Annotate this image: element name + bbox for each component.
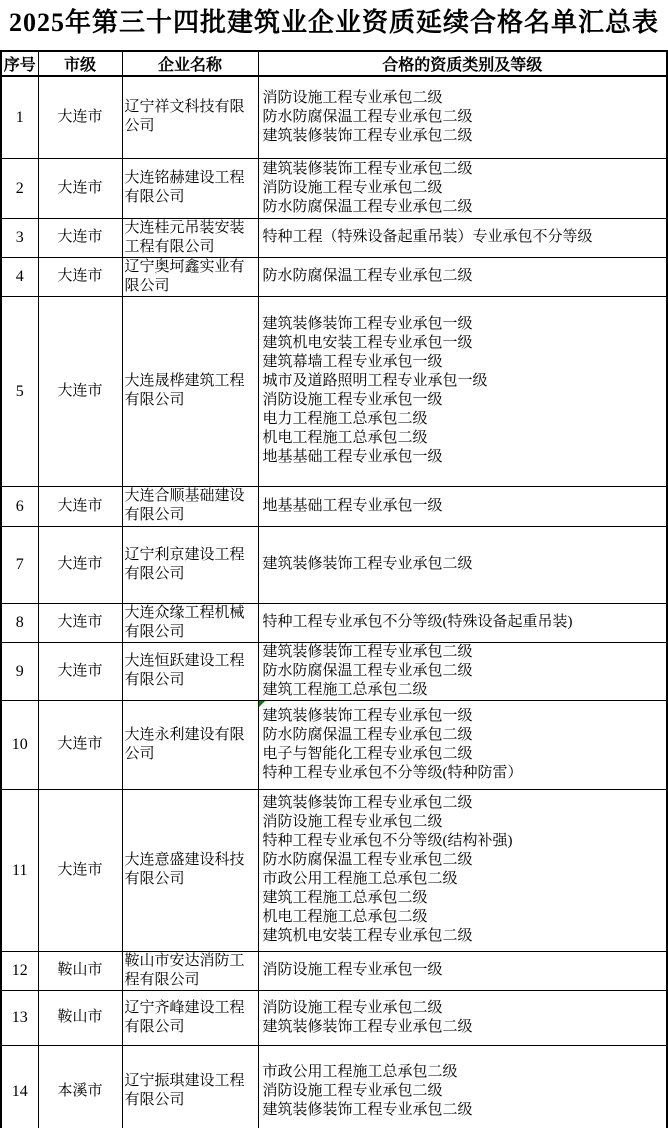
cell-qualifications <box>258 158 667 218</box>
page-title: 2025年第三十四批建筑业企业资质延续合格名单汇总表 <box>8 8 659 37</box>
table-row <box>1 158 667 218</box>
qualification-table <box>0 50 668 1128</box>
qualification-line: 建筑装修装饰工程专业承包二级 <box>262 643 473 660</box>
cell-company-name: 大连铭赫建设工程有限公司 <box>122 158 258 218</box>
cell-city: 鞍山市 <box>38 951 122 990</box>
cell-city: 大连市 <box>38 76 122 158</box>
cell-company-name: 大连晟桦建筑工程有限公司 <box>122 296 258 486</box>
cell-qualifications <box>258 1045 667 1128</box>
table-row <box>1 1045 667 1128</box>
qualification-line: 建筑工程施工总承包二级 <box>262 890 428 906</box>
cell-serial-number: 3 <box>1 218 38 257</box>
cell-city: 大连市 <box>38 642 122 700</box>
cell-company-name: 辽宁祥文科技有限公司 <box>122 76 258 158</box>
qualification-line: 电力工程施工总承包二级 <box>262 411 428 427</box>
cell-qualifications <box>258 951 667 990</box>
qualification-line: 地基基础工程专业承包一级 <box>262 497 443 514</box>
table-row <box>1 789 667 951</box>
cell-city: 鞍山市 <box>38 990 122 1045</box>
cell-city: 大连市 <box>38 296 122 486</box>
qualification-line: 建筑机电安装工程专业承包二级 <box>262 928 473 944</box>
cell-city: 大连市 <box>38 603 122 642</box>
qualification-line: 防水防腐保温工程专业承包二级 <box>262 108 473 125</box>
cell-qualifications <box>258 486 667 526</box>
table-row <box>1 218 667 257</box>
qualification-line: 电子与智能化工程专业承包二级 <box>262 745 473 762</box>
column-header-company: 企业名称 <box>122 51 258 76</box>
cell-city: 大连市 <box>38 700 122 789</box>
cell-company-name: 大连合顺基础建设有限公司 <box>122 486 258 526</box>
cell-serial-number: 5 <box>1 296 38 486</box>
qualification-line: 建筑装修装饰工程专业承包一级 <box>262 707 473 724</box>
table-body <box>1 76 667 1128</box>
cell-qualifications <box>258 526 667 603</box>
qualification-line: 消防设施工程专业承包一级 <box>262 392 443 408</box>
cell-city: 本溪市 <box>38 1045 122 1128</box>
table-row <box>1 486 667 526</box>
cell-serial-number: 4 <box>1 257 38 296</box>
cell-company-name: 辽宁齐峰建设工程有限公司 <box>122 990 258 1045</box>
table-row <box>1 526 667 603</box>
cell-city: 大连市 <box>38 526 122 603</box>
cell-city: 大连市 <box>38 486 122 526</box>
cell-serial-number: 14 <box>1 1045 38 1128</box>
cell-qualifications <box>258 990 667 1045</box>
qualification-line: 消防设施工程专业承包二级 <box>262 89 443 106</box>
qualification-line: 特种工程专业承包不分等级(特种防雷） <box>262 764 523 781</box>
cell-company-name: 大连众缘工程机械有限公司 <box>122 603 258 642</box>
qualification-line: 消防设施工程专业承包二级 <box>262 179 443 196</box>
cell-corner-flag-icon <box>259 701 265 707</box>
qualification-line: 消防设施工程专业承包二级 <box>262 1082 443 1099</box>
qualification-line: 机电工程施工总承包二级 <box>262 430 428 446</box>
cell-qualifications <box>258 257 667 296</box>
cell-company-name: 大连永利建设有限公司 <box>122 700 258 789</box>
qualification-line: 建筑装修装饰工程专业承包二级 <box>262 160 473 177</box>
table-row <box>1 603 667 642</box>
cell-serial-number: 8 <box>1 603 38 642</box>
cell-serial-number: 6 <box>1 486 38 526</box>
column-header-serial: 序号 <box>1 51 38 76</box>
table-row <box>1 76 667 158</box>
cell-serial-number: 13 <box>1 990 38 1045</box>
cell-qualifications <box>258 76 667 158</box>
cell-company-name: 大连意盛建设科技有限公司 <box>122 789 258 951</box>
table-header-row <box>1 51 667 76</box>
cell-company-name: 辽宁利京建设工程有限公司 <box>122 526 258 603</box>
qualification-line: 建筑装修装饰工程专业承包二级 <box>262 127 473 144</box>
qualification-line: 特种工程专业承包不分等级(特殊设备起重吊装) <box>262 614 573 630</box>
qualification-line: 防水防腐保温工程专业承包二级 <box>262 198 473 215</box>
cell-serial-number: 12 <box>1 951 38 990</box>
qualification-line: 特种工程（特殊设备起重吊装）专业承包不分等级 <box>262 229 593 245</box>
cell-company-name: 辽宁振琪建设工程有限公司 <box>122 1045 258 1128</box>
cell-serial-number: 1 <box>1 76 38 158</box>
cell-qualifications <box>258 296 667 486</box>
cell-company-name: 辽宁奥坷鑫实业有限公司 <box>122 257 258 296</box>
cell-qualifications <box>258 789 667 951</box>
cell-company-name: 大连恒跃建设工程有限公司 <box>122 642 258 700</box>
qualification-line: 消防设施工程专业承包二级 <box>262 999 443 1016</box>
cell-city: 大连市 <box>38 257 122 296</box>
cell-serial-number: 9 <box>1 642 38 700</box>
cell-serial-number: 2 <box>1 158 38 218</box>
table-row <box>1 990 667 1045</box>
qualification-line: 机电工程施工总承包二级 <box>262 909 428 925</box>
qualification-line: 市政公用工程施工总承包二级 <box>262 1063 458 1080</box>
cell-serial-number: 11 <box>1 789 38 951</box>
qualification-line: 市政公用工程施工总承包二级 <box>262 871 458 887</box>
qualification-line: 建筑装修装饰工程专业承包二级 <box>262 795 473 811</box>
cell-qualifications <box>258 700 667 789</box>
cell-serial-number: 7 <box>1 526 38 603</box>
qualification-line: 特种工程专业承包不分等级(结构补强) <box>262 833 513 849</box>
table-row <box>1 257 667 296</box>
qualification-line: 建筑工程施工总承包二级 <box>262 681 428 698</box>
qualification-line: 防水防腐保温工程专业承包二级 <box>262 662 473 679</box>
cell-qualifications <box>258 642 667 700</box>
qualification-line: 消防设施工程专业承包二级 <box>262 814 443 830</box>
column-header-city: 市级 <box>38 51 122 76</box>
cell-serial-number: 10 <box>1 700 38 789</box>
qualification-line: 城市及道路照明工程专业承包一级 <box>262 373 488 389</box>
table-row <box>1 642 667 700</box>
cell-city: 大连市 <box>38 218 122 257</box>
column-header-quals: 合格的资质类别及等级 <box>258 51 667 76</box>
cell-city: 大连市 <box>38 158 122 218</box>
cell-company-name: 鞍山市安达消防工程有限公司 <box>122 951 258 990</box>
qualification-line: 建筑装修装饰工程专业承包一级 <box>262 316 473 332</box>
table-row <box>1 951 667 990</box>
cell-city: 大连市 <box>38 789 122 951</box>
qualification-line: 建筑装修装饰工程专业承包二级 <box>262 556 473 572</box>
qualification-line: 防水防腐保温工程专业承包二级 <box>262 852 473 868</box>
table-row <box>1 700 667 789</box>
cell-qualifications <box>258 603 667 642</box>
qualification-line: 防水防腐保温工程专业承包二级 <box>262 726 473 743</box>
qualification-line: 建筑机电安装工程专业承包一级 <box>262 335 473 351</box>
qualification-line: 建筑装修装饰工程专业承包二级 <box>262 1101 473 1118</box>
qualification-line: 防水防腐保温工程专业承包二级 <box>262 268 473 284</box>
qualification-line: 地基基础工程专业承包一级 <box>262 449 443 465</box>
qualification-line: 建筑装修装饰工程专业承包二级 <box>262 1018 473 1035</box>
cell-company-name: 大连桂元吊装安装工程有限公司 <box>122 218 258 257</box>
table-row <box>1 296 667 486</box>
qualification-line: 建筑幕墙工程专业承包一级 <box>262 354 443 370</box>
cell-qualifications <box>258 218 667 257</box>
qualification-line: 消防设施工程专业承包一级 <box>262 962 443 978</box>
